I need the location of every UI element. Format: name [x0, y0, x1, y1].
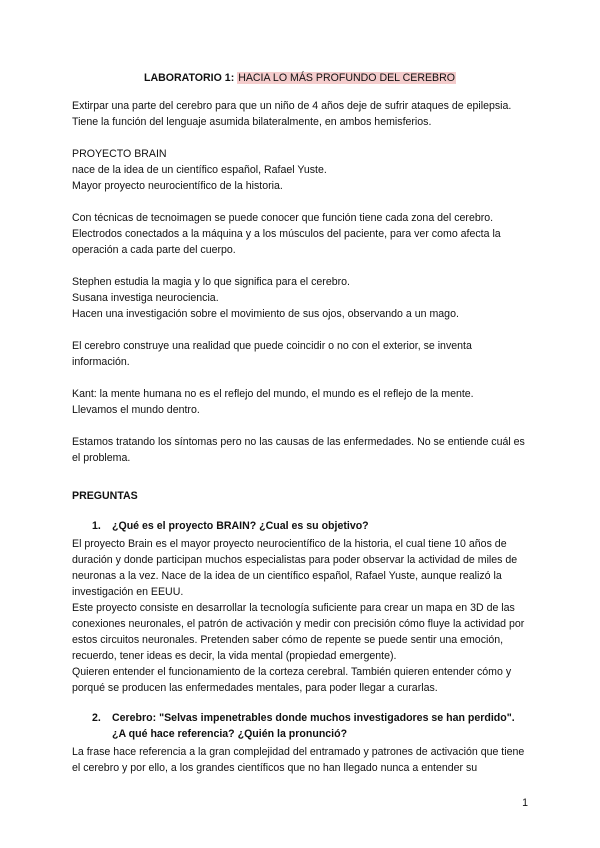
paragraph-line: Mayor proyecto neurocientífico de la historia.	[72, 180, 283, 192]
answer-paragraph: Este proyecto consiste en desarrollar la tecnología suficiente para crear un mapa en 3D de las conexiones neuronales, el patrón de activación y medir con precisión cómo fluye la actividad por estos circuitos neuronales. Pretenden saber cómo de repente se puede sentir una emoción, recuerdo, tener ideas es decir, la vida mental (propiedad emergente).	[72, 602, 525, 662]
question-2	[72, 710, 528, 742]
paragraph-magia	[72, 274, 528, 322]
answer-2	[72, 744, 528, 776]
question-number: 1.	[92, 520, 101, 532]
paragraph-line: El cerebro construye una realidad que puede coincidir o no con el exterior, se inventa información.	[72, 340, 472, 368]
paragraph-line: nace de la idea de un científico español, Rafael Yuste.	[72, 164, 327, 176]
question-text: Cerebro: "Selvas impenetrables donde muchos investigadores se han perdido". ¿A qué hace referencia? ¿Quién la pronunció?	[112, 712, 515, 740]
paragraph-line: Electrodos conectados a la máquina y a los músculos del paciente, para ver como afecta la operación a cada parte del cuerpo.	[72, 228, 501, 256]
paragraph-tecnoimagen	[72, 210, 528, 258]
answer-paragraph: Quieren entender el funcionamiento de la corteza cerebral. También quieren entender cómo y porqué se producen las enfermedades mentales, para poder llegar a curarlas.	[72, 666, 512, 694]
answer-1	[72, 536, 528, 696]
paragraph-line: Stephen estudia la magia y lo que significa para el cerebro.	[72, 276, 350, 288]
question-1	[72, 518, 528, 534]
paragraph-line: Estamos tratando los síntomas pero no las causas de las enfermedades. No se entiende cuál es el problema.	[72, 436, 525, 464]
paragraph-line: Tiene la función del lenguaje asumida bilateralmente, en ambos hemisferios.	[72, 116, 432, 128]
paragraph-line: Llevamos el mundo dentro.	[72, 404, 200, 416]
paragraph-line: Susana investiga neurociencia.	[72, 292, 219, 304]
paragraph-line: Hacen una investigación sobre el movimiento de sus ojos, observando a un mago.	[72, 308, 459, 320]
paragraph-line: Kant: la mente humana no es el reflejo del mundo, el mundo es el reflejo de la mente.	[72, 388, 474, 400]
question-text: ¿Qué es el proyecto BRAIN? ¿Cual es su objetivo?	[112, 520, 369, 532]
answer-paragraph: La frase hace referencia a la gran complejidad del entramado y patrones de activación que tiene el cerebro y por ello, a los grandes científicos que no han llegado nunca a entender su	[72, 746, 525, 774]
paragraph-realidad	[72, 338, 528, 370]
paragraph-proyecto-brain	[72, 146, 528, 194]
question-number: 2.	[92, 712, 101, 724]
paragraph-line: PROYECTO BRAIN	[72, 148, 167, 160]
document-title	[0, 70, 600, 86]
page-number: 1	[522, 797, 528, 809]
section-title: PREGUNTAS	[72, 490, 138, 502]
document-body	[72, 98, 528, 790]
title-highlight: HACIA LO MÁS PROFUNDO DEL CEREBRO	[238, 72, 456, 84]
paragraph-sintomas	[72, 434, 528, 466]
paragraph-line: Extirpar una parte del cerebro para que un niño de 4 años deje de sufrir ataques de epilepsia.	[72, 100, 512, 112]
paragraph-line: Con técnicas de tecnoimagen se puede conocer que función tiene cada zona del cerebro.	[72, 212, 494, 224]
answer-paragraph: El proyecto Brain es el mayor proyecto neurocientífico de la historia, el cual tiene 10 años de duración y donde participan muchos especialistas para poder observar la actividad de miles de neuronas a la vez. Nace de la idea de un científico español, Rafael Yuste, aunque realizó la investigación en EEUU.	[72, 538, 518, 598]
paragraph-epilepsia	[72, 98, 528, 130]
title-label: LABORATORIO 1:	[143, 72, 235, 84]
paragraph-kant	[72, 386, 528, 418]
